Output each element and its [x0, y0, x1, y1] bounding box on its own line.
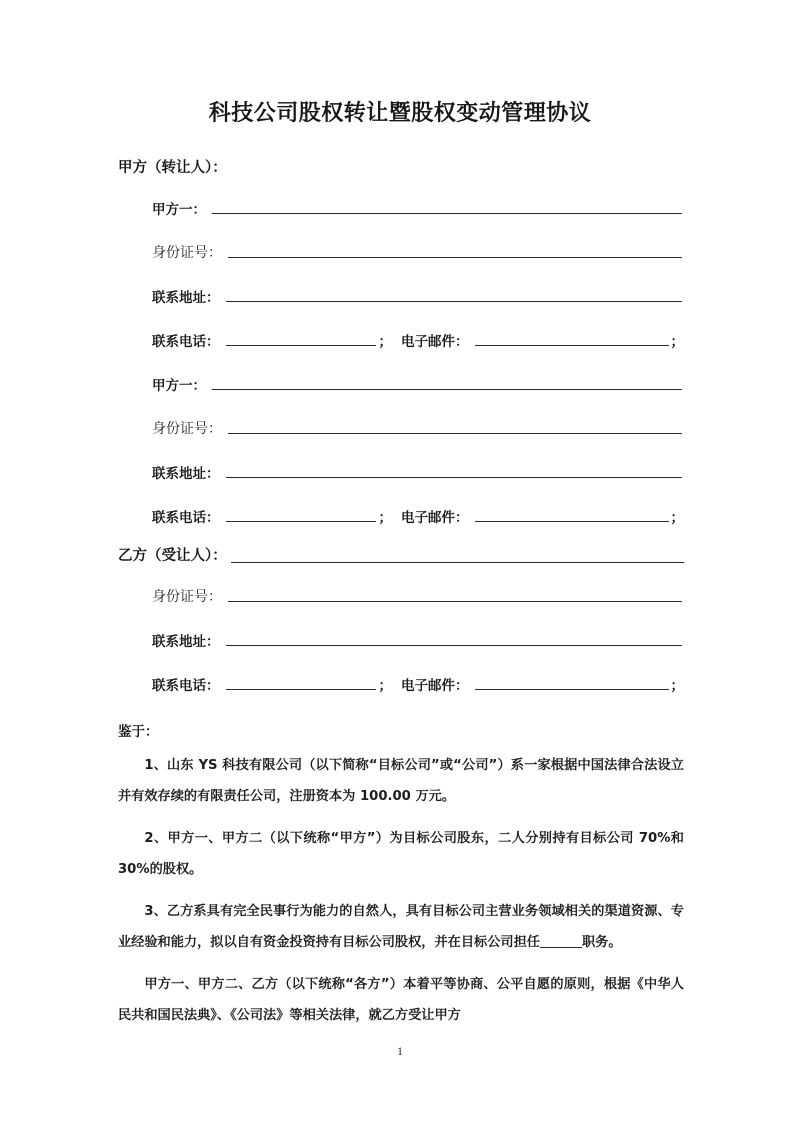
- form-row-party-b-address: [118, 618, 684, 662]
- party-b-id-label: 身份证号：: [152, 590, 222, 605]
- form-row-party-a-two-id: [118, 406, 684, 450]
- party-b-phone-input[interactable]: [226, 678, 376, 690]
- party-a-one-email-separator: ；: [670, 334, 684, 350]
- document-body: [118, 150, 684, 1042]
- recital-item-2: 2、甲方一、甲方二（以下统称“甲方”）为目标公司股东，二人分别持有目标公司 70%和 30%的股权。: [118, 831, 684, 877]
- party-a-two-address-input[interactable]: [226, 466, 683, 478]
- party-a-one-label: 甲方一：: [152, 202, 206, 218]
- party-a-one-address-input[interactable]: [226, 290, 683, 302]
- party-a-one-phone-label: 联系电话：: [152, 334, 220, 350]
- party-b-email-label: 电子邮件：: [401, 678, 469, 694]
- recital-item-3: [118, 896, 684, 958]
- form-row-party-a-one-address: [118, 274, 684, 318]
- page-number: 1: [397, 1044, 403, 1058]
- form-row-party-a-two-address: [118, 450, 684, 494]
- transferor-header-label: 甲方（转让人）：: [118, 160, 227, 176]
- transferee-header-label: 乙方（受让人）：: [118, 548, 227, 564]
- position-title-input[interactable]: [540, 947, 582, 948]
- party-b-email-separator: ；: [670, 678, 684, 694]
- party-a-two-phone-label: 联系电话：: [152, 510, 220, 526]
- party-b-id-input[interactable]: [228, 590, 682, 602]
- party-a-one-id-label: 身份证号：: [152, 246, 222, 261]
- transferee-section-header: [118, 538, 684, 574]
- form-row-party-a-one-contact: [118, 318, 684, 362]
- party-b-email-input[interactable]: [475, 678, 669, 690]
- party-b-phone-separator: ；: [378, 678, 392, 694]
- party-a-one-phone-input[interactable]: [226, 334, 376, 346]
- transferee-name-input[interactable]: [231, 550, 684, 563]
- party-a-two-id-label: 身份证号：: [152, 422, 222, 437]
- party-a-two-phone-separator: ；: [378, 510, 392, 526]
- party-a-one-phone-separator: ；: [378, 334, 392, 350]
- form-row-party-a-two-contact: [118, 494, 684, 538]
- party-a-two-address-label: 联系地址：: [152, 466, 220, 482]
- party-b-phone-label: 联系电话：: [152, 678, 220, 694]
- party-b-address-input[interactable]: [226, 634, 683, 646]
- recital-item-3-text-before: 3、乙方系具有完全民事行为能力的自然人，具有目标公司主营业务领域相关的渠道资源、专业经验和能力，拟以自有资金投资持有目标公司股权，并在目标公司担任: [118, 904, 684, 950]
- party-a-two-name-input[interactable]: [212, 378, 682, 390]
- form-row-party-a-one-name: [118, 186, 684, 230]
- form-row-party-a-one-id: [118, 230, 684, 274]
- recital-item-1: 1、山东 YS 科技有限公司（以下简称“目标公司”或“公司”）系一家根据中国法律合法设立并有效存续的有限责任公司，注册资本为 100.00 万元。: [118, 758, 684, 804]
- party-a-two-label: 甲方一：: [152, 378, 206, 394]
- page-title: 科技公司股权转让暨股权变动管理协议: [208, 101, 592, 126]
- recitals-heading: 鉴于：: [118, 724, 159, 740]
- party-a-one-name-input[interactable]: [212, 202, 682, 214]
- form-row-party-b-contact: [118, 662, 684, 706]
- transferor-section-header: [118, 150, 684, 186]
- party-a-two-email-input[interactable]: [475, 510, 669, 522]
- recital-closing-paragraph: 甲方一、甲方二、乙方（以下统称“各方”）本着平等协商、公平自愿的原则，根据《中华人民共和国民法典》、《公司法》等相关法律，就乙方受让甲方: [118, 977, 684, 1023]
- form-row-party-a-two-name: [118, 362, 684, 406]
- party-a-one-address-label: 联系地址：: [152, 290, 220, 306]
- party-a-two-email-separator: ；: [670, 510, 684, 526]
- party-a-two-phone-input[interactable]: [226, 510, 376, 522]
- party-b-address-label: 联系地址：: [152, 634, 220, 650]
- party-a-one-email-label: 电子邮件：: [401, 334, 469, 350]
- party-a-two-id-input[interactable]: [228, 422, 682, 434]
- party-a-two-email-label: 电子邮件：: [401, 510, 469, 526]
- party-a-one-email-input[interactable]: [475, 334, 669, 346]
- party-a-one-id-input[interactable]: [228, 246, 682, 258]
- recital-item-3-text-after: 职务。: [582, 935, 622, 950]
- form-row-party-b-id: [118, 574, 684, 618]
